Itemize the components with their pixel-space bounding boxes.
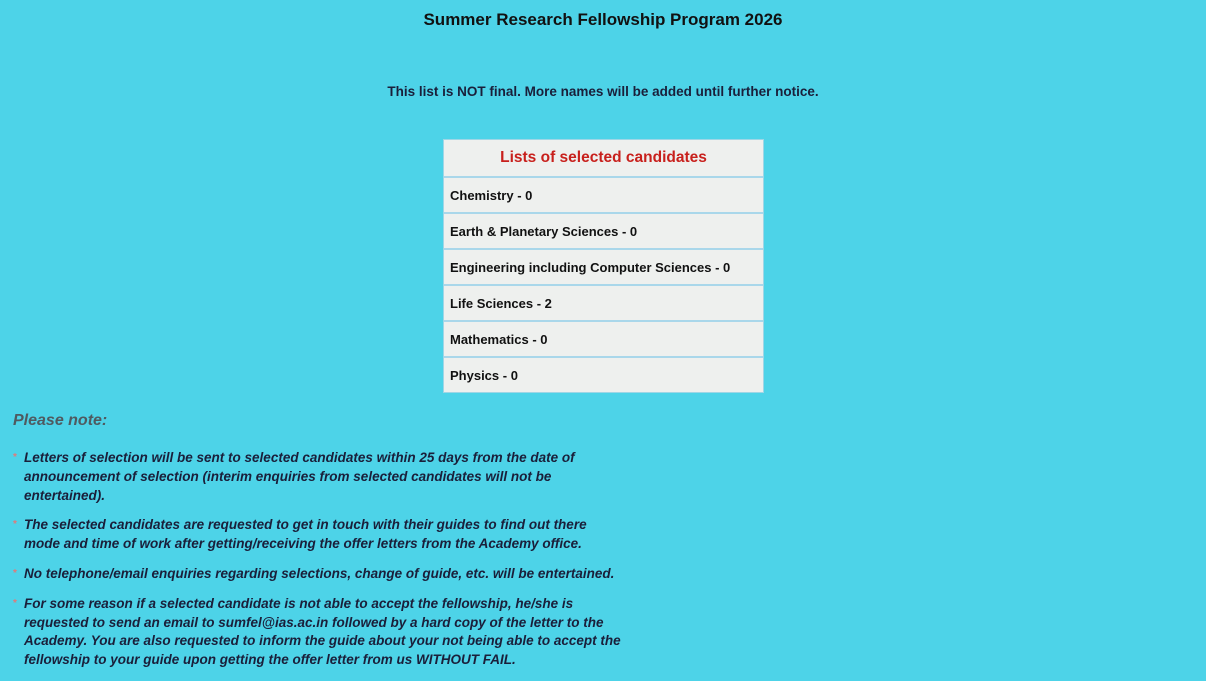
- note-item: [13, 595, 623, 670]
- note-item: [13, 449, 623, 505]
- list-notice: This list is NOT final. More names will be added until further notice.: [387, 84, 819, 99]
- list-item-chemistry[interactable]: Chemistry - 0: [444, 178, 763, 214]
- list-heading: Lists of selected candidates: [444, 140, 763, 178]
- page-title: Summer Research Fellowship Program 2026: [423, 10, 783, 29]
- note-text: For some reason if a selected candidate is not able to accept the fellowship, he/she is requested to send an email to sumfel@ias.ac.in followed by a hard copy of the letter to the Academy. You are also requested to inform the guide about your not being able to accept the fellowship to your guide upon getting the offer letter from us WITHOUT FAIL.: [24, 595, 621, 668]
- selected-candidates-list: [443, 139, 764, 393]
- list-item-earth-planetary-sciences[interactable]: Earth & Planetary Sciences - 0: [444, 214, 763, 250]
- note-text: No telephone/email enquiries regarding selections, change of guide, etc. will be entertained.: [24, 565, 615, 581]
- note-text: Letters of selection will be sent to selected candidates within 25 days from the date of announcement of selection (interim enquiries from selected candidates will not be entertained).: [24, 450, 575, 503]
- notes-list: [13, 449, 623, 681]
- note-text: The selected candidates are requested to get in touch with their guides to find out there mode and time of work after getting/receiving the offer letters from the Academy office.: [24, 517, 587, 552]
- bullet-icon: *: [13, 597, 17, 609]
- note-item: [13, 565, 623, 584]
- list-item-physics[interactable]: Physics - 0: [450, 367, 518, 383]
- list-item-life-sciences[interactable]: Life Sciences - 2: [444, 286, 763, 322]
- bullet-icon: *: [13, 452, 17, 463]
- bullet-icon: *: [13, 519, 17, 531]
- list-item-mathematics[interactable]: Mathematics - 0: [444, 322, 763, 358]
- list-item-engineering[interactable]: Engineering including Computer Sciences - 0: [444, 250, 763, 286]
- note-item: [13, 516, 623, 554]
- notes-heading: Please note:: [13, 412, 108, 429]
- bullet-icon: *: [13, 567, 17, 579]
